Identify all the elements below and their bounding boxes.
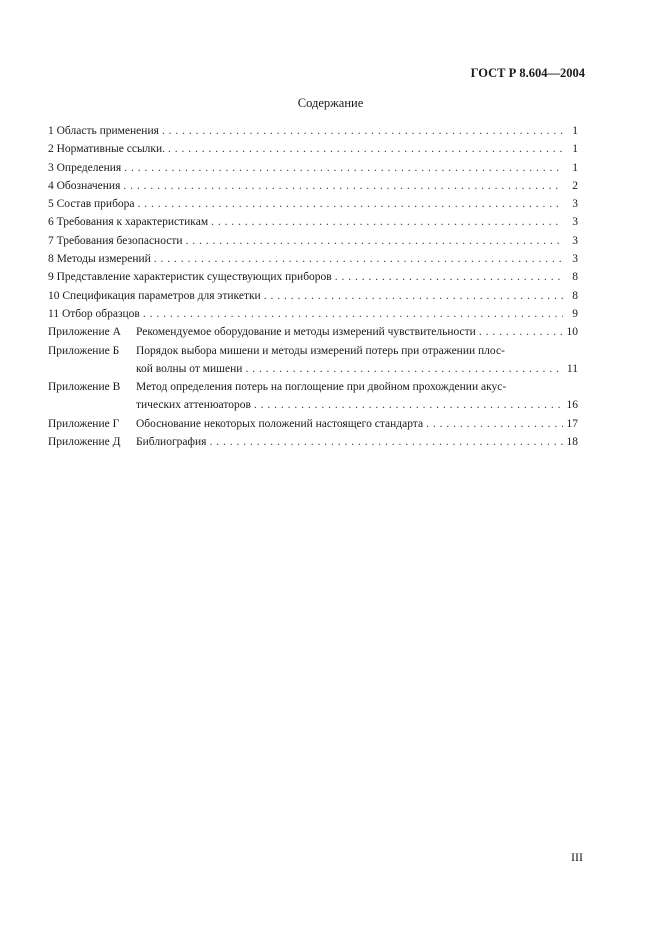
toc-entry-label: 4 Обозначения xyxy=(48,179,121,192)
dot-leader xyxy=(479,323,563,341)
toc-entry xyxy=(48,250,578,268)
dot-leader xyxy=(426,415,563,433)
dot-leader xyxy=(154,250,563,268)
appendix-label: Приложение Г xyxy=(48,417,120,430)
toc-entry xyxy=(48,159,578,177)
appendix-page: 16 xyxy=(566,399,578,412)
toc-appendix-entry xyxy=(48,378,578,415)
appendix-title-text: тических аттенюаторов xyxy=(136,399,251,412)
toc-entry xyxy=(48,140,578,158)
appendix-body xyxy=(136,433,578,451)
toc-entry-label: 11 Отбор образцов xyxy=(48,307,140,320)
dot-leader xyxy=(254,396,563,414)
appendix-title-final xyxy=(136,433,578,451)
toc-entry-page: 9 xyxy=(572,307,578,320)
toc-entry xyxy=(48,122,578,140)
appendix-title-text: Рекомендуемое оборудование и методы измерений чувствительности xyxy=(136,326,476,339)
appendix-title-text: кой волны от мишени xyxy=(136,362,243,375)
toc-appendices xyxy=(48,323,578,451)
toc-entry-label: 3 Определения xyxy=(48,161,122,174)
toc-entry xyxy=(48,232,578,250)
toc-entry-label: 6 Требования к характеристикам xyxy=(48,216,209,229)
toc-entry xyxy=(48,305,578,323)
dot-leader xyxy=(162,122,563,140)
toc-entry xyxy=(48,268,578,286)
toc-entry-page: 3 xyxy=(572,253,578,266)
dot-leader xyxy=(264,287,563,305)
toc-appendix-entry xyxy=(48,415,578,433)
toc-entry-label: 5 Состав прибора xyxy=(48,198,135,211)
dot-leader xyxy=(209,433,563,451)
toc-entry-page: 1 xyxy=(572,143,578,156)
appendix-label: Приложение Д xyxy=(48,436,121,449)
appendix-page: 10 xyxy=(566,326,578,339)
dot-leader xyxy=(143,305,563,323)
appendix-body xyxy=(136,323,578,341)
appendix-page: 11 xyxy=(566,362,578,375)
appendix-label: Приложение Б xyxy=(48,344,120,357)
dot-leader xyxy=(186,232,563,250)
appendix-label: Приложение В xyxy=(48,381,121,394)
toc-entry-label: 7 Требования безопасности xyxy=(48,234,183,247)
document-header: ГОСТ Р 8.604—2004 xyxy=(470,66,585,80)
page-number: III xyxy=(571,850,583,864)
dot-leader xyxy=(124,159,563,177)
toc-entry xyxy=(48,287,578,305)
appendix-page: 18 xyxy=(566,436,578,449)
toc-entry-page: 2 xyxy=(572,179,578,192)
toc-entry-label: 1 Область применения xyxy=(48,125,159,137)
toc-entry-page: 3 xyxy=(572,198,578,211)
toc-appendix-entry xyxy=(48,323,578,341)
dot-leader xyxy=(138,195,563,213)
toc-entry-label: 10 Спецификация параметров для этикетки xyxy=(48,289,261,302)
toc-entry-page: 3 xyxy=(572,216,578,229)
toc-title: Содержание xyxy=(297,96,364,110)
appendix-body xyxy=(136,415,578,433)
toc-appendix-entry xyxy=(48,433,578,451)
dot-leader xyxy=(123,177,563,195)
appendix-page: 17 xyxy=(566,417,578,430)
appendix-title-final xyxy=(136,360,578,378)
toc-entry-page: 8 xyxy=(572,271,578,284)
toc-appendix-entry xyxy=(48,342,578,379)
dot-leader xyxy=(335,268,563,286)
toc-entry-page: 1 xyxy=(572,161,578,174)
toc-entry xyxy=(48,195,578,213)
appendix-label: Приложение А xyxy=(48,326,121,339)
appendix-title-final xyxy=(136,323,578,341)
toc-sections xyxy=(48,122,578,323)
dot-leader xyxy=(211,213,563,231)
dot-leader xyxy=(168,140,563,158)
toc-entry xyxy=(48,177,578,195)
appendix-title-text: Обоснование некоторых положений настоящего стандарта xyxy=(136,417,424,430)
dot-leader xyxy=(245,360,563,378)
appendix-title-line: Метод определения потерь на поглощение при двойном прохождении акус- xyxy=(136,381,507,394)
toc-entry-label: 2 Нормативные ссылки. xyxy=(48,143,166,156)
toc-entry xyxy=(48,213,578,231)
appendix-title-line: Порядок выбора мишени и методы измерений потерь при отражении плос- xyxy=(136,344,505,357)
toc-entry-page: 8 xyxy=(572,289,578,302)
appendix-title-text: Библиография xyxy=(136,436,207,449)
appendix-title-final xyxy=(136,415,578,433)
appendix-body xyxy=(136,342,578,379)
table-of-contents xyxy=(48,122,578,451)
appendix-body xyxy=(136,378,578,415)
toc-entry-page: 1 xyxy=(572,125,578,137)
toc-entry-page: 3 xyxy=(572,234,578,247)
toc-entry-label: 9 Представление характеристик существующих приборов xyxy=(48,271,332,284)
appendix-title-final xyxy=(136,396,578,414)
toc-entry-label: 8 Методы измерений xyxy=(48,253,151,266)
